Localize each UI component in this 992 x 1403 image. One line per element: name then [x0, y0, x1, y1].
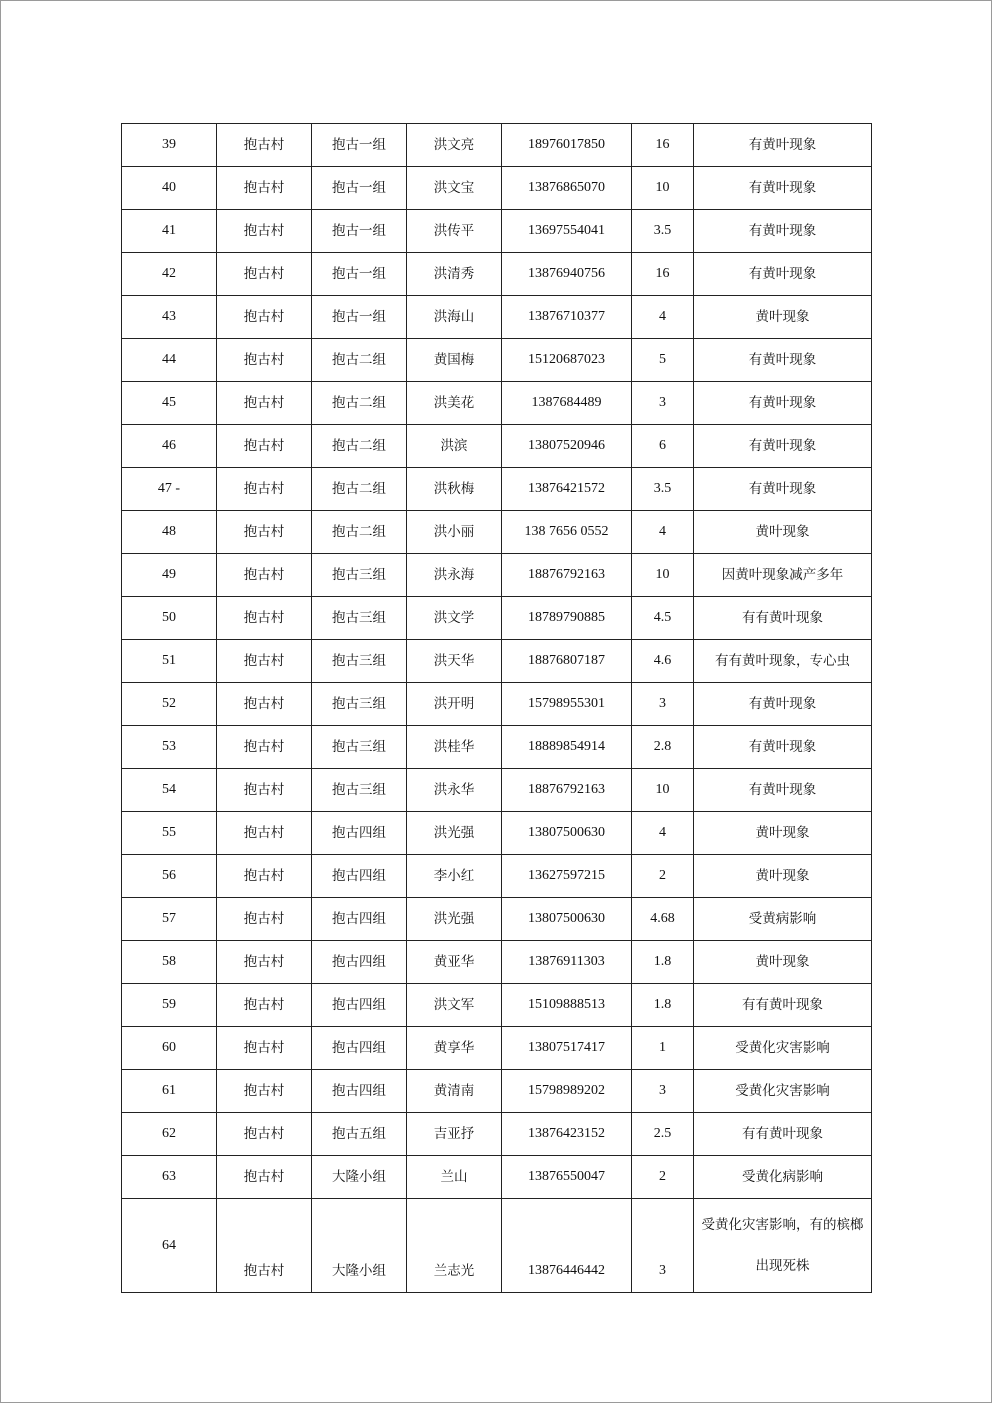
cell-group: 抱古一组	[312, 296, 407, 339]
cell-no: 51	[122, 640, 217, 683]
cell-note: 有有黄叶现象	[694, 984, 872, 1027]
cell-no: 57	[122, 898, 217, 941]
cell-qty: 6	[632, 425, 694, 468]
table-row	[122, 640, 872, 683]
cell-name: 洪天华	[407, 640, 502, 683]
table-row	[122, 425, 872, 468]
cell-phone: 13876421572	[502, 468, 632, 511]
cell-phone: 13876446442	[502, 1199, 632, 1293]
cell-no: 43	[122, 296, 217, 339]
table-row	[122, 554, 872, 597]
cell-village: 抱古村	[217, 210, 312, 253]
cell-phone: 18789790885	[502, 597, 632, 640]
cell-note: 有黄叶现象	[694, 167, 872, 210]
cell-qty: 10	[632, 167, 694, 210]
table-row	[122, 898, 872, 941]
cell-note: 有黄叶现象	[694, 339, 872, 382]
cell-village: 抱古村	[217, 855, 312, 898]
cell-no: 41	[122, 210, 217, 253]
cell-name: 李小红	[407, 855, 502, 898]
table-row	[122, 339, 872, 382]
cell-note: 受黄化灾害影响	[694, 1027, 872, 1070]
cell-group: 抱古三组	[312, 554, 407, 597]
cell-no: 44	[122, 339, 217, 382]
cell-phone: 13627597215	[502, 855, 632, 898]
table-row	[122, 511, 872, 554]
cell-note: 黄叶现象	[694, 511, 872, 554]
cell-note: 受黄病影响	[694, 898, 872, 941]
cell-group: 抱古一组	[312, 210, 407, 253]
table-row	[122, 1156, 872, 1199]
cell-note: 有黄叶现象	[694, 769, 872, 812]
cell-group: 抱古四组	[312, 1070, 407, 1113]
table-row	[122, 253, 872, 296]
table-row	[122, 1070, 872, 1113]
table-row	[122, 1199, 872, 1293]
cell-village: 抱古村	[217, 511, 312, 554]
cell-qty: 3	[632, 683, 694, 726]
cell-group: 抱古一组	[312, 253, 407, 296]
cell-village: 抱古村	[217, 898, 312, 941]
cell-name: 吉亚抒	[407, 1113, 502, 1156]
cell-name: 黄国梅	[407, 339, 502, 382]
cell-group: 大隆小组	[312, 1156, 407, 1199]
cell-note: 有黄叶现象	[694, 382, 872, 425]
cell-group: 抱古四组	[312, 898, 407, 941]
cell-phone: 18976017850	[502, 124, 632, 167]
table-row	[122, 941, 872, 984]
cell-qty: 1	[632, 1027, 694, 1070]
cell-note: 黄叶现象	[694, 812, 872, 855]
cell-phone: 15798955301	[502, 683, 632, 726]
cell-village: 抱古村	[217, 1070, 312, 1113]
cell-no: 60	[122, 1027, 217, 1070]
cell-name: 洪文军	[407, 984, 502, 1027]
cell-no: 63	[122, 1156, 217, 1199]
cell-name: 洪光强	[407, 898, 502, 941]
table-row	[122, 167, 872, 210]
cell-qty: 5	[632, 339, 694, 382]
cell-village: 抱古村	[217, 683, 312, 726]
cell-village: 抱古村	[217, 597, 312, 640]
cell-no: 45	[122, 382, 217, 425]
cell-qty: 4.6	[632, 640, 694, 683]
cell-no: 49	[122, 554, 217, 597]
cell-qty: 3.5	[632, 468, 694, 511]
cell-no: 58	[122, 941, 217, 984]
cell-note: 有黄叶现象	[694, 683, 872, 726]
cell-name: 洪美花	[407, 382, 502, 425]
cell-name: 黄亚华	[407, 941, 502, 984]
cell-name: 黄清南	[407, 1070, 502, 1113]
cell-name: 兰志光	[407, 1199, 502, 1293]
cell-phone: 1387684489	[502, 382, 632, 425]
cell-no: 59	[122, 984, 217, 1027]
cell-qty: 4	[632, 812, 694, 855]
cell-group: 抱古四组	[312, 855, 407, 898]
cell-group: 抱古一组	[312, 167, 407, 210]
cell-qty: 4.68	[632, 898, 694, 941]
cell-qty: 3	[632, 1070, 694, 1113]
cell-note: 有黄叶现象	[694, 425, 872, 468]
cell-name: 洪永海	[407, 554, 502, 597]
cell-note: 黄叶现象	[694, 941, 872, 984]
cell-note: 黄叶现象	[694, 855, 872, 898]
cell-group: 抱古三组	[312, 726, 407, 769]
cell-name: 洪永华	[407, 769, 502, 812]
table-row	[122, 210, 872, 253]
cell-no: 52	[122, 683, 217, 726]
cell-phone: 18876792163	[502, 769, 632, 812]
cell-name: 兰山	[407, 1156, 502, 1199]
cell-village: 抱古村	[217, 253, 312, 296]
cell-qty: 1.8	[632, 941, 694, 984]
cell-phone: 13876940756	[502, 253, 632, 296]
cell-village: 抱古村	[217, 124, 312, 167]
cell-group: 抱古二组	[312, 339, 407, 382]
cell-qty: 2	[632, 855, 694, 898]
cell-name: 洪文宝	[407, 167, 502, 210]
cell-group: 抱古三组	[312, 683, 407, 726]
cell-no: 55	[122, 812, 217, 855]
cell-phone: 18889854914	[502, 726, 632, 769]
cell-qty: 16	[632, 253, 694, 296]
cell-phone: 13807500630	[502, 812, 632, 855]
cell-note: 有黄叶现象	[694, 210, 872, 253]
cell-phone: 13697554041	[502, 210, 632, 253]
cell-no: 40	[122, 167, 217, 210]
cell-group: 抱古一组	[312, 124, 407, 167]
cell-group: 抱古四组	[312, 941, 407, 984]
cell-village: 抱古村	[217, 167, 312, 210]
cell-phone: 13876423152	[502, 1113, 632, 1156]
cell-qty: 3	[632, 1199, 694, 1293]
cell-village: 抱古村	[217, 726, 312, 769]
cell-group: 抱古二组	[312, 425, 407, 468]
table-row	[122, 124, 872, 167]
cell-note: 因黄叶现象减产多年	[694, 554, 872, 597]
cell-qty: 10	[632, 769, 694, 812]
cell-village: 抱古村	[217, 554, 312, 597]
cell-name: 洪文亮	[407, 124, 502, 167]
cell-qty: 1.8	[632, 984, 694, 1027]
cell-note: 受黄化灾害影响，有的槟榔出现死株	[694, 1199, 872, 1293]
cell-village: 抱古村	[217, 1156, 312, 1199]
cell-no: 48	[122, 511, 217, 554]
cell-name: 黄享华	[407, 1027, 502, 1070]
cell-no: 42	[122, 253, 217, 296]
cell-village: 抱古村	[217, 339, 312, 382]
cell-village: 抱古村	[217, 769, 312, 812]
table-row	[122, 769, 872, 812]
records-body	[122, 124, 872, 1199]
cell-qty: 16	[632, 124, 694, 167]
table-row	[122, 984, 872, 1027]
cell-qty: 4.5	[632, 597, 694, 640]
cell-group: 抱古三组	[312, 640, 407, 683]
cell-village: 抱古村	[217, 1199, 312, 1293]
cell-group: 抱古三组	[312, 597, 407, 640]
cell-phone: 13876710377	[502, 296, 632, 339]
cell-phone: 18876807187	[502, 640, 632, 683]
cell-name: 洪桂华	[407, 726, 502, 769]
cell-group: 抱古五组	[312, 1113, 407, 1156]
table-row	[122, 683, 872, 726]
cell-phone: 13807517417	[502, 1027, 632, 1070]
cell-phone: 13807520946	[502, 425, 632, 468]
table-row	[122, 468, 872, 511]
cell-no: 47 -	[122, 468, 217, 511]
cell-phone: 18876792163	[502, 554, 632, 597]
table-row	[122, 855, 872, 898]
cell-note: 有黄叶现象	[694, 468, 872, 511]
records-last-body	[122, 1199, 872, 1293]
cell-group: 抱古四组	[312, 984, 407, 1027]
cell-village: 抱古村	[217, 812, 312, 855]
cell-phone: 13876865070	[502, 167, 632, 210]
cell-note: 有黄叶现象	[694, 726, 872, 769]
table-row	[122, 382, 872, 425]
records-table	[121, 123, 872, 1293]
cell-phone: 13876911303	[502, 941, 632, 984]
cell-note: 有黄叶现象	[694, 253, 872, 296]
table-row	[122, 726, 872, 769]
cell-qty: 3.5	[632, 210, 694, 253]
cell-note: 有有黄叶现象，专心虫	[694, 640, 872, 683]
cell-village: 抱古村	[217, 296, 312, 339]
cell-name: 洪传平	[407, 210, 502, 253]
cell-group: 抱古三组	[312, 769, 407, 812]
cell-qty: 10	[632, 554, 694, 597]
table-row	[122, 1027, 872, 1070]
cell-group: 抱古四组	[312, 1027, 407, 1070]
cell-note: 受黄化灾害影响	[694, 1070, 872, 1113]
cell-village: 抱古村	[217, 984, 312, 1027]
cell-no: 56	[122, 855, 217, 898]
cell-qty: 4	[632, 511, 694, 554]
cell-phone: 13876550047	[502, 1156, 632, 1199]
cell-note: 受黄化病影响	[694, 1156, 872, 1199]
cell-village: 抱古村	[217, 640, 312, 683]
cell-name: 洪秋梅	[407, 468, 502, 511]
cell-phone: 15798989202	[502, 1070, 632, 1113]
table-row	[122, 597, 872, 640]
cell-phone: 138 7656 0552	[502, 511, 632, 554]
cell-village: 抱古村	[217, 382, 312, 425]
cell-qty: 3	[632, 382, 694, 425]
cell-village: 抱古村	[217, 468, 312, 511]
cell-no: 50	[122, 597, 217, 640]
cell-phone: 15109888513	[502, 984, 632, 1027]
cell-note: 有黄叶现象	[694, 124, 872, 167]
cell-qty: 2	[632, 1156, 694, 1199]
cell-note: 黄叶现象	[694, 296, 872, 339]
cell-name: 洪文学	[407, 597, 502, 640]
cell-group: 抱古二组	[312, 382, 407, 425]
cell-qty: 2.8	[632, 726, 694, 769]
cell-note: 有有黄叶现象	[694, 1113, 872, 1156]
cell-no: 39	[122, 124, 217, 167]
cell-group: 大隆小组	[312, 1199, 407, 1293]
cell-name: 洪海山	[407, 296, 502, 339]
cell-no: 61	[122, 1070, 217, 1113]
cell-no: 46	[122, 425, 217, 468]
cell-name: 洪滨	[407, 425, 502, 468]
cell-no: 62	[122, 1113, 217, 1156]
cell-no: 54	[122, 769, 217, 812]
cell-name: 洪清秀	[407, 253, 502, 296]
cell-name: 洪小丽	[407, 511, 502, 554]
cell-name: 洪光强	[407, 812, 502, 855]
cell-phone: 13807500630	[502, 898, 632, 941]
table-row	[122, 1113, 872, 1156]
cell-village: 抱古村	[217, 1113, 312, 1156]
table-row	[122, 296, 872, 339]
cell-group: 抱古四组	[312, 812, 407, 855]
cell-no: 64	[122, 1199, 217, 1293]
cell-village: 抱古村	[217, 425, 312, 468]
cell-village: 抱古村	[217, 1027, 312, 1070]
cell-qty: 4	[632, 296, 694, 339]
cell-group: 抱古二组	[312, 511, 407, 554]
cell-qty: 2.5	[632, 1113, 694, 1156]
table-row	[122, 812, 872, 855]
cell-note: 有有黄叶现象	[694, 597, 872, 640]
cell-village: 抱古村	[217, 941, 312, 984]
cell-name: 洪开明	[407, 683, 502, 726]
cell-no: 53	[122, 726, 217, 769]
cell-phone: 15120687023	[502, 339, 632, 382]
cell-group: 抱古二组	[312, 468, 407, 511]
